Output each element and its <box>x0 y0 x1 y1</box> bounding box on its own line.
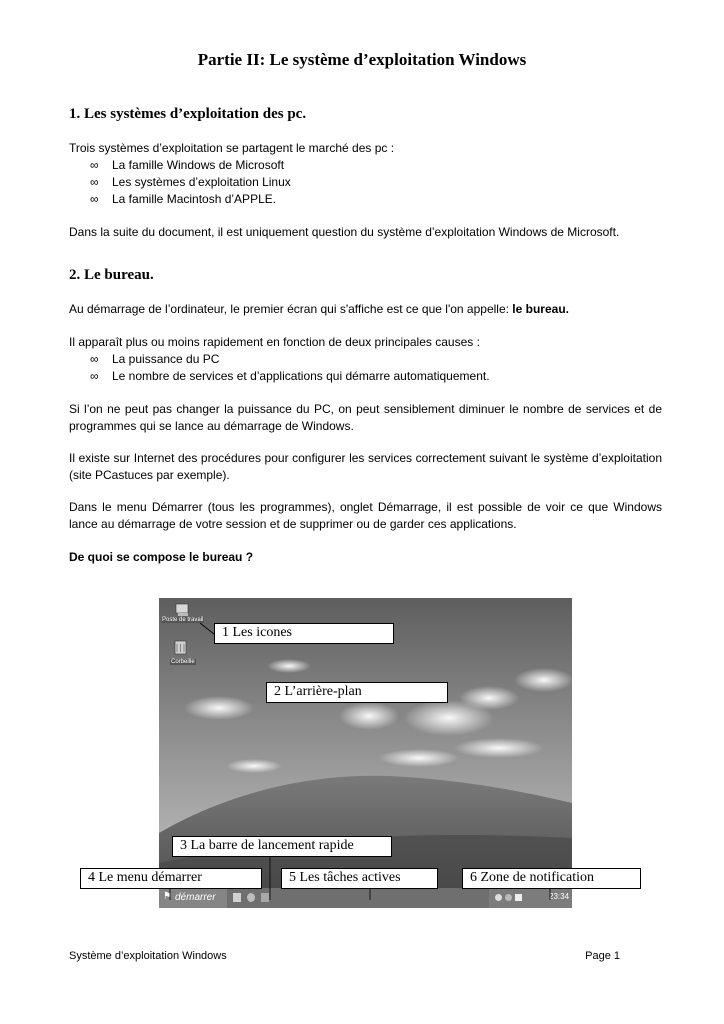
my-computer-label[interactable]: Poste de travail <box>162 617 204 623</box>
footer-left: Système d’exploitation Windows <box>69 950 227 962</box>
clock: 23:34 <box>549 892 570 901</box>
section-2-paragraph-2: Il apparaît plus ou moins rapidement en fonction de deux principales causes : <box>69 335 480 349</box>
list-item-text: Les systèmes d’exploitation Linux <box>112 175 291 189</box>
list-item-text: Le nombre de services et d’applications qui démarre automatiquement. <box>112 369 490 383</box>
section-1-heading: 1. Les systèmes d’exploitation des pc. <box>69 106 307 122</box>
infinity-bullet-icon: ∞ <box>90 369 99 383</box>
infinity-bullet-icon: ∞ <box>90 352 99 366</box>
infinity-bullet-icon: ∞ <box>90 192 99 206</box>
section-1-intro: Trois systèmes d’exploitation se partagent le marché des pc : <box>69 141 395 155</box>
list-item-text: La famille Windows de Microsoft <box>112 158 285 172</box>
windows-logo-icon: ⚑ <box>163 891 172 902</box>
infinity-bullet-icon: ∞ <box>90 175 99 189</box>
start-button-label: démarrer <box>175 892 216 903</box>
paragraph-text: Au démarrage de l’ordinateur, le premier écran qui s'affiche est ce que l'on appelle: <box>69 302 513 316</box>
section-1-conclusion: Dans la suite du document, il est uniquement question du système d’exploitation Windows de Microsoft. <box>69 225 620 239</box>
list-item-text: La famille Macintosh d’APPLE. <box>112 192 277 206</box>
desktop-question: De quoi se compose le bureau ? <box>69 550 254 564</box>
section-2-paragraph-5: Dans le menu Démarrer (tous les programmes), onglet Démarrage, il est possible de voir ce que Windows lance au démarrage de votre session et de supprimer ou de garder ces applications. <box>69 500 662 531</box>
page-title: Partie II: Le système d’exploitation Windows <box>197 50 527 69</box>
page-number: Page 1 <box>585 950 620 962</box>
bold-term: le bureau. <box>512 302 569 316</box>
callout-background: 2 L’arrière-plan <box>266 682 448 703</box>
callout-icons: 1 Les icones <box>214 623 394 644</box>
section-2-paragraph-3: Si l’on ne peut pas changer la puissance du PC, on peut sensiblement diminuer le nombre de services et de programmes qui se lance au démarrage de Windows. <box>69 402 662 433</box>
infinity-bullet-icon: ∞ <box>90 158 99 172</box>
section-2-paragraph-4: Il existe sur Internet des procédures pour configurer les services correctement suivant le système d’exploitation (site PCastuces par exemple). <box>69 451 662 482</box>
callout-quick-launch: 3 La barre de lancement rapide <box>172 836 392 857</box>
callout-active-tasks: 5 Les tâches actives <box>281 868 438 889</box>
list-item-text: La puissance du PC <box>112 352 220 366</box>
callout-notification-area: 6 Zone de notification <box>462 868 641 889</box>
callout-start-menu: 4 Le menu démarrer <box>80 868 262 889</box>
section-2-heading: 2. Le bureau. <box>69 267 154 283</box>
recycle-bin-label[interactable]: Corbeille <box>171 659 195 665</box>
